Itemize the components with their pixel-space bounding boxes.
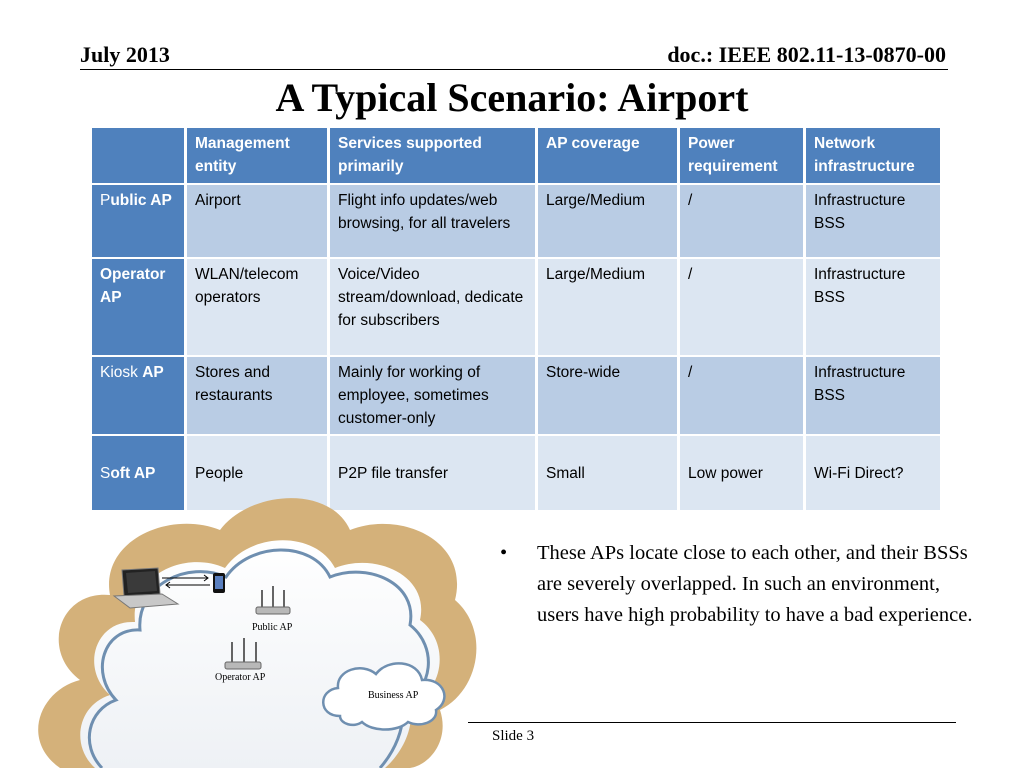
table-cell: Infrastructure BSS bbox=[806, 357, 940, 435]
public-ap-label: Public AP bbox=[252, 622, 293, 633]
table-header-cell: Network infrastructure bbox=[806, 128, 940, 183]
table-cell: Store-wide bbox=[538, 357, 677, 435]
table-cell: Large/Medium bbox=[538, 259, 677, 355]
row-label: Operator AP bbox=[92, 259, 184, 355]
table-header-cell bbox=[92, 128, 184, 183]
table-cell: Voice/Video stream/download, dedicate for subscribers bbox=[330, 259, 535, 355]
table-row bbox=[92, 357, 940, 435]
table-cell: Stores and restaurants bbox=[187, 357, 327, 435]
table-cell: Small bbox=[538, 436, 677, 510]
business-ap-label: Business AP bbox=[368, 690, 419, 701]
operator-ap-label: Operator AP bbox=[215, 672, 266, 683]
slide-number: Slide 3 bbox=[492, 728, 535, 744]
header-doc-id: doc.: IEEE 802.11-13-0870-00 bbox=[667, 42, 946, 67]
table-cell: / bbox=[680, 259, 803, 355]
row-label: Kiosk AP bbox=[92, 357, 184, 435]
table-header-cell: Management entity bbox=[187, 128, 327, 183]
table-cell: People bbox=[187, 436, 327, 510]
table-header-cell: Services supported primarily bbox=[330, 128, 535, 183]
table-cell: Low power bbox=[680, 436, 803, 510]
table-header-row bbox=[92, 128, 940, 183]
row-label: Public AP bbox=[92, 185, 184, 257]
table-cell: Infrastructure BSS bbox=[806, 259, 940, 355]
table-header-cell: Power requirement bbox=[680, 128, 803, 183]
row-label: Soft AP bbox=[92, 436, 184, 510]
table-row bbox=[92, 185, 940, 257]
scenario-table bbox=[89, 126, 943, 512]
table-cell: / bbox=[680, 185, 803, 257]
header-date: July 2013 bbox=[80, 42, 170, 67]
bullet-dot-icon: • bbox=[500, 542, 508, 564]
table-cell: Large/Medium bbox=[538, 185, 677, 257]
footer-rule bbox=[468, 722, 956, 723]
airport-cloud-diagram bbox=[0, 490, 480, 768]
bullet-text: These APs locate close to each other, and their BSSs are severely overlapped. In such an environment, users have high probability to have a bad experience. bbox=[537, 542, 973, 626]
outer-cloud-shape bbox=[38, 498, 476, 768]
table-cell: Flight info updates/web browsing, for all travelers bbox=[330, 185, 535, 257]
table-cell: P2P file transfer bbox=[330, 436, 535, 510]
table-cell: / bbox=[680, 357, 803, 435]
smartphone-icon bbox=[213, 573, 225, 593]
table-cell: Mainly for working of employee, sometimes customer-only bbox=[330, 357, 535, 435]
table-cell: Wi-Fi Direct? bbox=[806, 436, 940, 510]
table-row bbox=[92, 259, 940, 355]
slide-title: A Typical Scenario: Airport bbox=[275, 75, 749, 120]
table-cell: Airport bbox=[187, 185, 327, 257]
table-cell: Infrastructure BSS bbox=[806, 185, 940, 257]
header-rule bbox=[80, 69, 948, 70]
table-cell: WLAN/telecom operators bbox=[187, 259, 327, 355]
table-header-cell: AP coverage bbox=[538, 128, 677, 183]
